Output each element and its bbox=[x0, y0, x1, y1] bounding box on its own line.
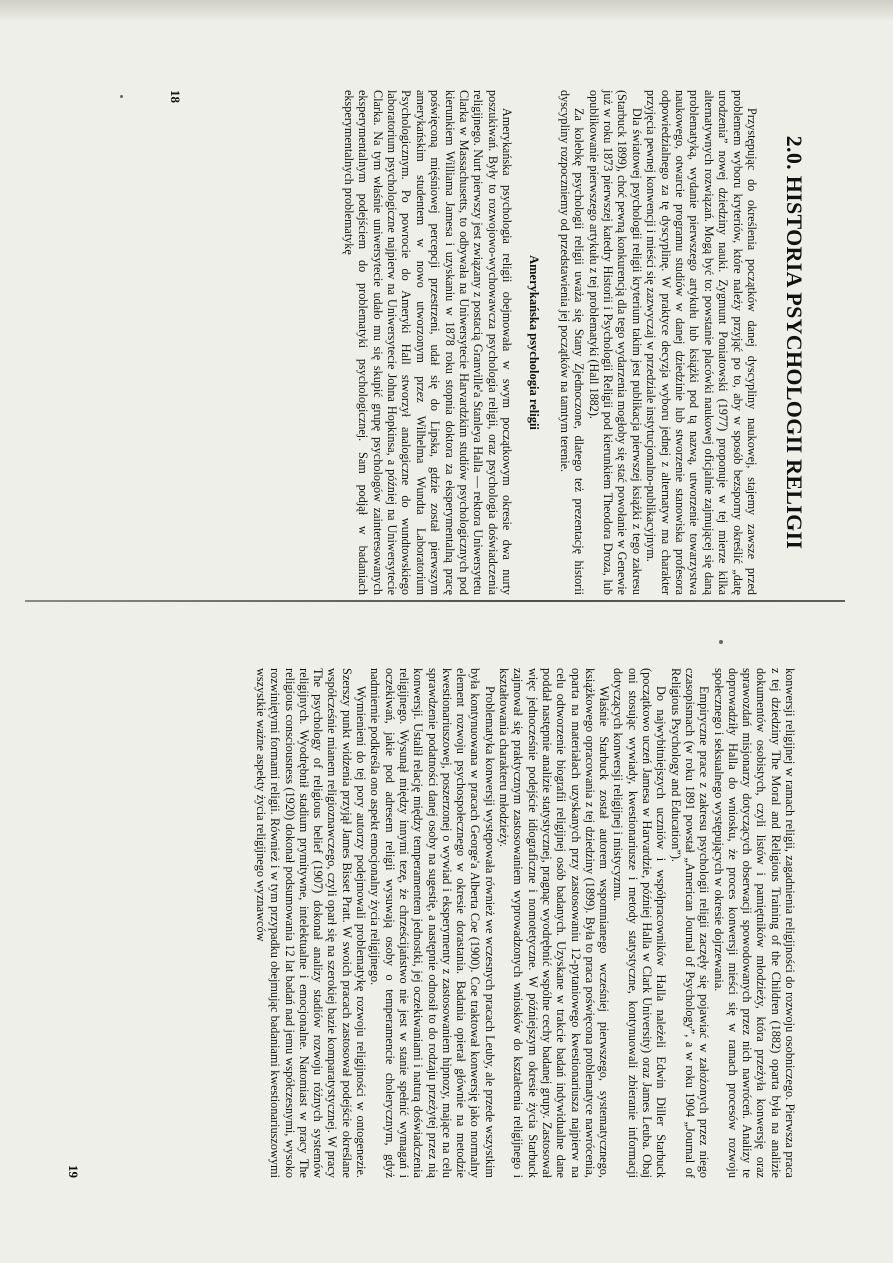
paragraph: Wymienieni do tej pory autorzy podejmowali problematykę rozwoju religijności w ontogenezie. Szerszy punkt widzenia przyjął James Bisset Pratt. W swoich pracach zastosował podejście określane współcześnie mianem religioznawczego, czyli oparł się na szerokiej bazie komparatystycznej. W pracy The psychology of religious belief (1907) dokonał analizy stadiów rozwoju różnych systemów religijnych. Wyodrębnił stadium prymitywne, intelektualne i emocjonalne. Natomiast w pracy The religious consciousness (1920) dokonał podsumowania 12 lat badań nad jemu współczesnymi, wysoko rozwiniętymi formami religii. Również i w tym przypadku obejmując badaniami kwestionariuszowymi wszystkie ważne aspekty życia religijnego wyznawców bbox=[254, 668, 369, 1178]
paragraph: Problematyka konwersji występowała również we wczesnych pracach Leuby, ale przede wszystkim była kontynuowana w pracach George'a Alberta Coe (1900). Coe traktował konwersję jako normalny element rozwoju psychospołecznego w okresie dorastania. Badania opierał głównie na metodzie kwestionariuszowej, poszerzonej o wywiad i eksperymenty z zastosowaniem hipnozy, mające na celu sprawdzenie podatności danej osoby na sugestię, a następnie odnosił to do rodzaju przeżytej przez nią konwersji. Ustalił relację między temperamentem jednostki, jej oczekiwaniami i naturą doświadczenia religijnego. Wysunął między innymi tezę, że chrześcijaństwo nie jest w stanie spełnić wymagań i oczekiwań, jakie pod adresem religii wysuwają osoby o temperamencie cholerycznym, gdyż nadmiernie podkreśla ono aspekt emocjonalny życia religijnego. bbox=[368, 668, 497, 1178]
scan-speck bbox=[120, 95, 123, 98]
paragraph: Właśnie Starbuck został autorem wspomnianego wcześniej pierwszego, systematycznego, książkowego opracowania z tej dziedziny (1899). Była to praca poświęcona problematyce nawrócenia, oparta na materiałach uzyskanych przy zastosowaniu 12-pytaniowego kwestionariusza najpierw na celu odtworzenie biografii religijnej osób badanych. Uzyskane w trakcie badań indywidualne dane poddał następnie analizie statystycznej, pragnąc wyodrębnić wspólne cechy badanej grupy. Zastosował więc jednocześnie podejście idiograficzne i nomotetyczne. W późniejszym okresie życia Starbuck zajmował się praktycznym zastosowaniem wyprowadzonych wniosków do kształcenia religijnego i kształtowania charakteru młodzieży. bbox=[497, 668, 612, 1178]
paragraph: Empiryczne prace z zakresu psychologii religii zaczęły się pojawiać w założonych przez niego czasopismach (w roku 1891 powstał „American Journal of Psychology”, a w roku 1904 „Journal of Religious Psychology and Education”). bbox=[668, 668, 712, 1178]
page-number-left: 18 bbox=[168, 90, 183, 103]
left-page bbox=[167, 90, 807, 595]
right-page bbox=[66, 668, 797, 1178]
paragraph: Amerykańska psychologia religii obejmowała w swym początkowym okresie dwa nurty poszukiwań. Były to rozwojowo-wychowawcza psychologia religii, oraz psychologia doświadczenia religijnego. Nurt pierwszy jest związany z postacią Granville'a Stanleya Halla — rektora Uniwersytetu Clarka w Massachusetts, to odbywała na Uniwersytecie Harvardzkim studiów psychologicznych pod kierunkiem Williama Jamesa i uzyskaniu w 1878 roku stopnia doktora za eksperymentalną pracę poświęconą mięśniowej percepcji przestrzeni, udał się do Lipska, gdzie został pierwszym amerykańskim studentem w nowo utworzonym przez Wilhelma Wundta Laboratorium Psychologicznym. Po powrocie do Ameryki Hall stworzył analogiczne do wundtowskiego laboratorium psychologiczne najpierw na Uniwersytecie Johna Hopkinsa, a później na Uniwersytecie Clarka. Na tym właśnie uniwersytecie udało mu się skupić grupę psychologów zainteresowanych eksperymentalnym podejściem do problematyki psychologicznej. Sam podjął w badaniach eksperymentalnych problematykę bbox=[341, 90, 515, 595]
scan-speck bbox=[719, 640, 723, 644]
paragraph: konwersji religijnej w ramach religii, zagadnienia religijności do rozwoju osobniczego. Pierwsza praca z tej dziedziny The Moral and Religious Training of the Children (1882) oparta była na analizie dokumentów osobistych, czyli listów i pamiętników młodzieży, która przeżyła konwersję oraz sprawozdań misjonarzy dotyczących obserwacji spowodowanych przez nich nawróceń. Analizy te doprowadziły Halla do wniosku, że proces konwersji mieści się w ramach procesów rozwoju społecznego i seksualnego występujących w okresie dojrzewania. bbox=[711, 668, 797, 1178]
paragraph: Do najwybitniejszych uczniów i współpracowników Halla należeli Edwin Diller Starbuck (początkowo uczeń Jamesa w Harvardzie, później Halla w Clark University) oraz James Leuba. Obaj oni stosując wywiady, kwestionariusze i metody statystyczne, kontynuowali zbieranie informacji dotyczących konwersji religijnej i mistycyzmu. bbox=[611, 668, 669, 1178]
paragraph: Dla światowej psychologii religii kryterium takim jest publikacja pierwszej książki z tego zakresu (Starbuck 1899), choć pewną konkurencją dla tego wydarzenia mogłoby się stać powołanie w Genewie już w roku 1873 pierwszej katedry Historii i Psychologii Religii pod kierunkiem Theodora Droza, lub opublikowanie pierwszego artykułu z tej problematyki (Hall 1882). bbox=[586, 90, 644, 595]
chapter-title: 2.0. HISTORIA PSYCHOLOGII RELIGII bbox=[782, 135, 807, 550]
page-number-right: 19 bbox=[66, 1165, 81, 1178]
paragraph: Przystępując do określenia początków danej dyscypliny naukowej, stajemy zawsze przed problemem wyboru kryteriów, które należy przyjąć po to, aby w sposób bezsporny określić „datę urodzenia” nowej dziedziny nauki. Zygmunt Poniatowski (1977) proponuje w tej mierze kilka alternatywnych rozwiązań. Mogą być to: powstanie placówki naukowej oficjalnie zajmującej się daną problematyką, wydanie pierwszego artykułu lub książki pod tą nazwą, utworzenie towarzystwa naukowego, otwarcie programu studiów w danej dziedzinie lub stworzenie stanowiska profesora odpowiedzialnego za tę dyscyplinę. W praktyce decyzja wyboru jednej z alternatyw ma charakter przyjęcia pewnej konwencji i mieści się zazwyczaj w przedziale instytucjonalno-publikacyjnym. bbox=[644, 90, 759, 595]
page-divider bbox=[25, 600, 845, 602]
section-title: Amerykańska psychologia religii bbox=[527, 255, 542, 430]
paragraph: Za kolebkę psychologii religii uważa się Stany Zjednoczone, dlatego też prezentację historii dyscypliny rozpoczniemy od przedstawienia jej początków na tamtym terenie. bbox=[557, 90, 587, 595]
scan-edge-shadow bbox=[0, 0, 893, 22]
